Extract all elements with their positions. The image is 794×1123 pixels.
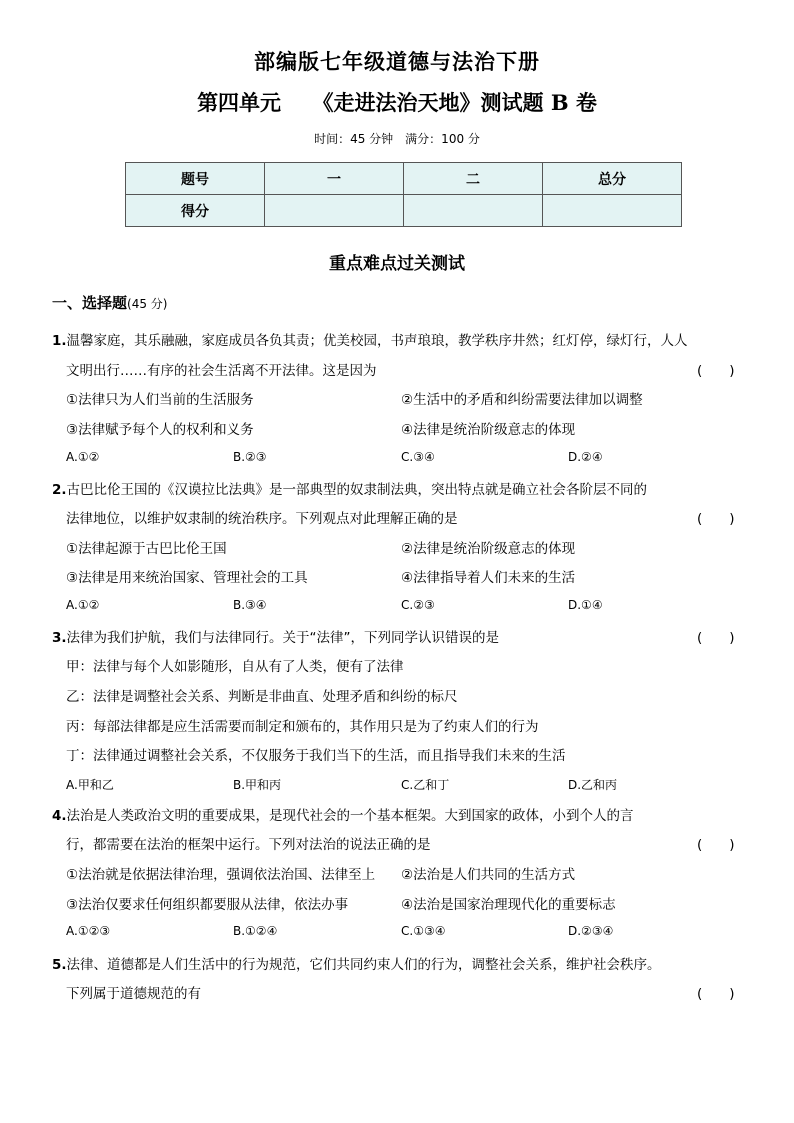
statement: ③法律是用来统治国家、管理社会的工具 bbox=[66, 570, 308, 586]
statement: ④法律是统治阶级意志的体现 bbox=[401, 422, 576, 438]
answer-choice: D.②③④ bbox=[568, 924, 614, 938]
question-stem-cont: 法律地位，以维护奴隶制的统治秩序。下列观点对此理解正确的是 bbox=[66, 511, 458, 527]
answer-choice: B.①②④ bbox=[233, 924, 278, 938]
score-cell: 题号 bbox=[126, 163, 265, 195]
statement: ②法治是人们共同的生活方式 bbox=[401, 867, 576, 883]
answer-choice: C.③④ bbox=[401, 450, 435, 464]
score-input-cell bbox=[265, 195, 404, 227]
part-label: 一、选择题 bbox=[52, 294, 128, 312]
score-table-score-row bbox=[126, 195, 682, 227]
question-stem-cont: 行，都需要在法治的框架中运行。下列对法治的说法正确的是 bbox=[66, 837, 431, 853]
question-2 bbox=[52, 478, 647, 498]
answer-paren: ( ) bbox=[697, 630, 735, 646]
exam-subtitle: 第四单元 《走进法治天地》测试题 B 卷 bbox=[197, 90, 597, 115]
score-cell: 得分 bbox=[126, 195, 265, 227]
question-stem: 法律、道德都是人们生活中的行为规范，它们共同约束人们的行为，调整社会关系，维护社会秩序。 bbox=[66, 957, 661, 973]
question-number: 2. bbox=[52, 482, 67, 498]
statement: ④法治是国家治理现代化的重要标志 bbox=[401, 897, 616, 913]
statement: ③法治仅要求任何组织都要服从法律，依法办事 bbox=[66, 897, 349, 913]
answer-choice: A.①② bbox=[66, 598, 100, 612]
question-3 bbox=[52, 626, 499, 646]
statement: ③法律赋予每个人的权利和义务 bbox=[66, 422, 254, 438]
answer-choice: D.乙和丙 bbox=[568, 778, 618, 792]
statement: 乙：法律是调整社会关系、判断是非曲直、处理矛盾和纠纷的标尺 bbox=[66, 689, 458, 705]
statement: ②法律是统治阶级意志的体现 bbox=[401, 541, 576, 557]
answer-choice: A.①②③ bbox=[66, 924, 111, 938]
question-4 bbox=[52, 804, 634, 824]
answer-choice: C.①③④ bbox=[401, 924, 446, 938]
statement: 丙：每部法律都是应生活需要而制定和颁布的，其作用只是为了约束人们的行为 bbox=[66, 719, 539, 735]
score-table bbox=[125, 162, 682, 227]
statement: 甲：法律与每个人如影随形，自从有了人类，便有了法律 bbox=[66, 659, 404, 675]
score-cell: 总分 bbox=[543, 163, 682, 195]
answer-choice: B.③④ bbox=[233, 598, 267, 612]
statement: ①法治就是依据法律治理，强调依法治国、法律至上 bbox=[66, 867, 376, 883]
answer-choice: C.乙和丁 bbox=[401, 778, 450, 792]
question-stem-cont: 下列属于道德规范的有 bbox=[66, 986, 201, 1002]
part-heading bbox=[52, 292, 167, 313]
answer-choice: D.①④ bbox=[568, 598, 603, 612]
question-stem: 温馨家庭，其乐融融，家庭成员各负其责；优美校园，书声琅琅，教学秩序井然；红灯停，绿灯行，人人 bbox=[66, 333, 688, 349]
statement: ①法律只为人们当前的生活服务 bbox=[66, 392, 254, 408]
question-number: 5. bbox=[52, 957, 67, 973]
answer-choice: A.①② bbox=[66, 450, 100, 464]
statement: 丁：法律通过调整社会关系，不仅服务于我们当下的生活，而且指导我们未来的生活 bbox=[66, 748, 566, 764]
score-cell: 二 bbox=[404, 163, 543, 195]
question-stem: 法律为我们护航，我们与法律同行。关于“法律”，下列同学认识错误的是 bbox=[66, 630, 500, 646]
answer-paren: ( ) bbox=[697, 511, 735, 527]
statement: ④法律指导着人们未来的生活 bbox=[401, 570, 576, 586]
statement: ①法律起源于古巴比伦王国 bbox=[66, 541, 227, 557]
question-number: 3. bbox=[52, 630, 67, 646]
question-stem-cont: 文明出行……有序的社会生活离不开法律。这是因为 bbox=[66, 363, 377, 379]
question-stem: 古巴比伦王国的《汉谟拉比法典》是一部典型的奴隶制法典，突出特点就是确立社会各阶层不同的 bbox=[66, 482, 648, 498]
time-score-info: 时间：45 分钟 满分：100 分 bbox=[314, 132, 480, 146]
statement: ②生活中的矛盾和纠纷需要法律加以调整 bbox=[401, 392, 643, 408]
answer-paren: ( ) bbox=[697, 363, 735, 379]
score-input-cell bbox=[543, 195, 682, 227]
section-title: 重点难点过关测试 bbox=[329, 254, 465, 274]
answer-choice: A.甲和乙 bbox=[66, 778, 114, 792]
score-cell: 一 bbox=[265, 163, 404, 195]
score-input-cell bbox=[404, 195, 543, 227]
answer-choice: D.②④ bbox=[568, 450, 603, 464]
question-number: 1. bbox=[52, 333, 67, 349]
answer-choice: C.②③ bbox=[401, 598, 435, 612]
score-table-header-row bbox=[126, 163, 682, 195]
question-stem: 法治是人类政治文明的重要成果，是现代社会的一个基本框架。大到国家的政体，小到个人的言 bbox=[66, 808, 634, 824]
answer-choice: B.②③ bbox=[233, 450, 267, 464]
part-score: (45 分) bbox=[127, 297, 168, 311]
answer-paren: ( ) bbox=[697, 986, 735, 1002]
question-5 bbox=[52, 953, 661, 973]
answer-paren: ( ) bbox=[697, 837, 735, 853]
question-number: 4. bbox=[52, 808, 67, 824]
answer-choice: B.甲和丙 bbox=[233, 778, 282, 792]
exam-title: 部编版七年级道德与法治下册 bbox=[254, 49, 540, 74]
question-1 bbox=[52, 329, 688, 349]
